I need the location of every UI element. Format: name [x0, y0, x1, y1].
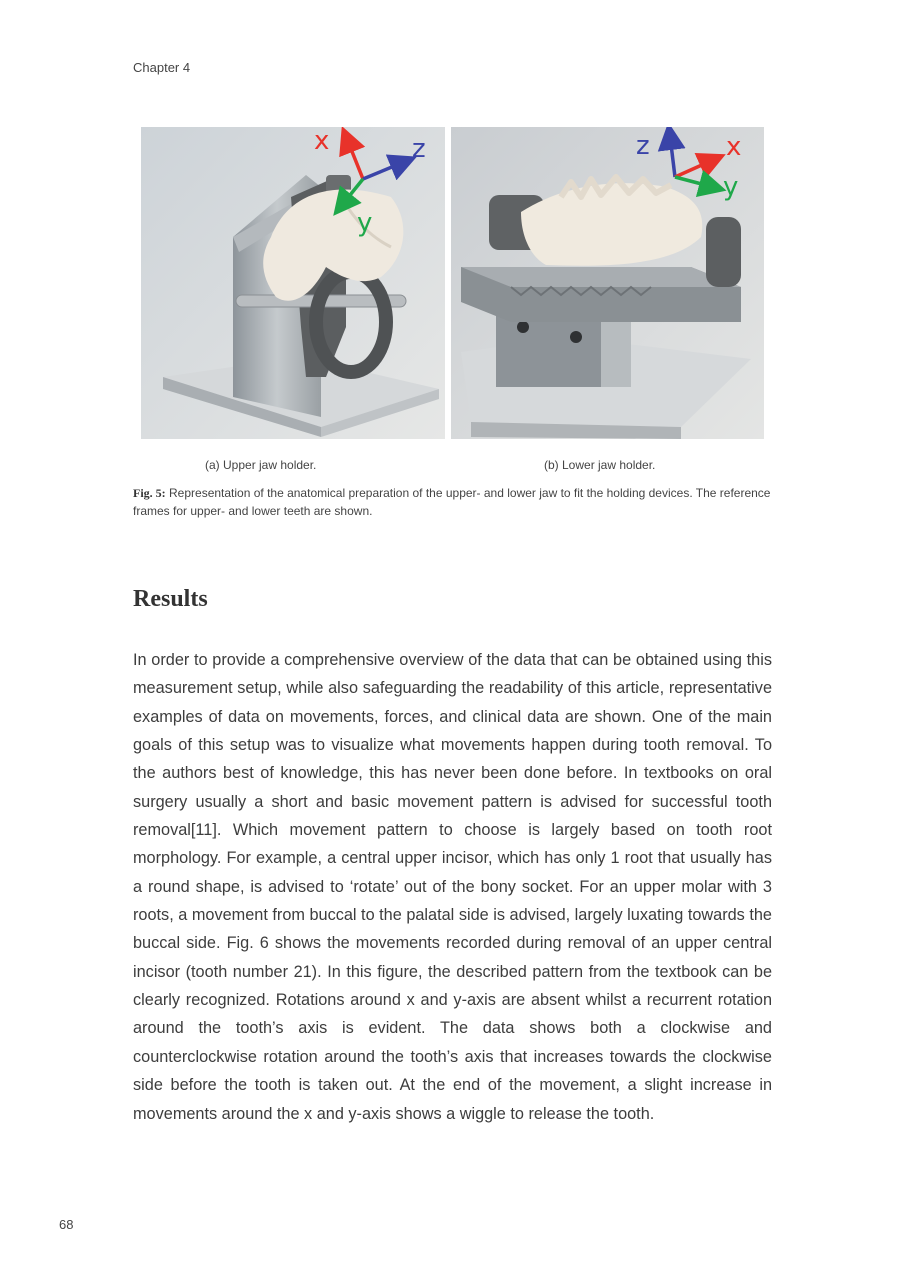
section-title: Results [133, 586, 208, 612]
page-number: 68 [59, 1217, 74, 1232]
axis-label-y: y [357, 208, 373, 238]
axis-label-x: x [314, 127, 330, 156]
caption-label: Fig. 5: [133, 486, 166, 500]
results-paragraph: In order to provide a comprehensive overview of the data that can be obtained using this measurement setup, while also safeguarding the readability of this article, representative examples of data on movements, forces, and clinical data are shown. One of the main goals of this setup was to visualize what movements happen during tooth removal. To the authors best of knowledge, this has never been done before. In textbooks on oral surgery usually a short and basic movement pattern is advised for successful tooth removal[11]. Which movement pattern to choose is largely based on tooth root morphology. For example, a central upper incisor, which has only 1 root that usually has a round shape, is advised to ‘rotate’ out of the bony socket. For an upper molar with 3 roots, a movement from buccal to the palatal side is advised, largely luxating towards the buccal side. Fig. 6 shows the movements recorded during removal of an upper central incisor (tooth number 21). In this figure, the described pattern from the textbook can be clearly recognized. Rotations around x and y-axis are absent whilst a recurrent rotation around the tooth’s axis is evident. The data shows both a clockwise and counterclockwise rotation around the tooth’s axis that increases towards the clockwise side before the tooth is taken out. At the end of the movement, a slight increase in movements around the x and y-axis shows a wiggle to release the tooth. [133, 651, 772, 1123]
caption-text: Representation of the anatomical preparation of the upper- and lower jaw to fit the holding devices. The reference frames for upper- and lower teeth are shown. [133, 486, 771, 518]
subcaption-lower-jaw: (b) Lower jaw holder. [544, 458, 656, 472]
figure-5 [141, 127, 764, 439]
subcaption-upper-jaw: (a) Upper jaw holder. [205, 458, 317, 472]
photo-lower-jaw-holder [451, 127, 764, 439]
running-header: Chapter 4 [133, 60, 191, 75]
axis-label-z: z [412, 134, 426, 164]
photo-upper-jaw-holder [141, 127, 445, 439]
figure-caption [133, 484, 773, 520]
axis-label-x: x [726, 132, 742, 162]
axis-label-z: z [636, 131, 650, 161]
axis-label-y: y [723, 172, 739, 202]
